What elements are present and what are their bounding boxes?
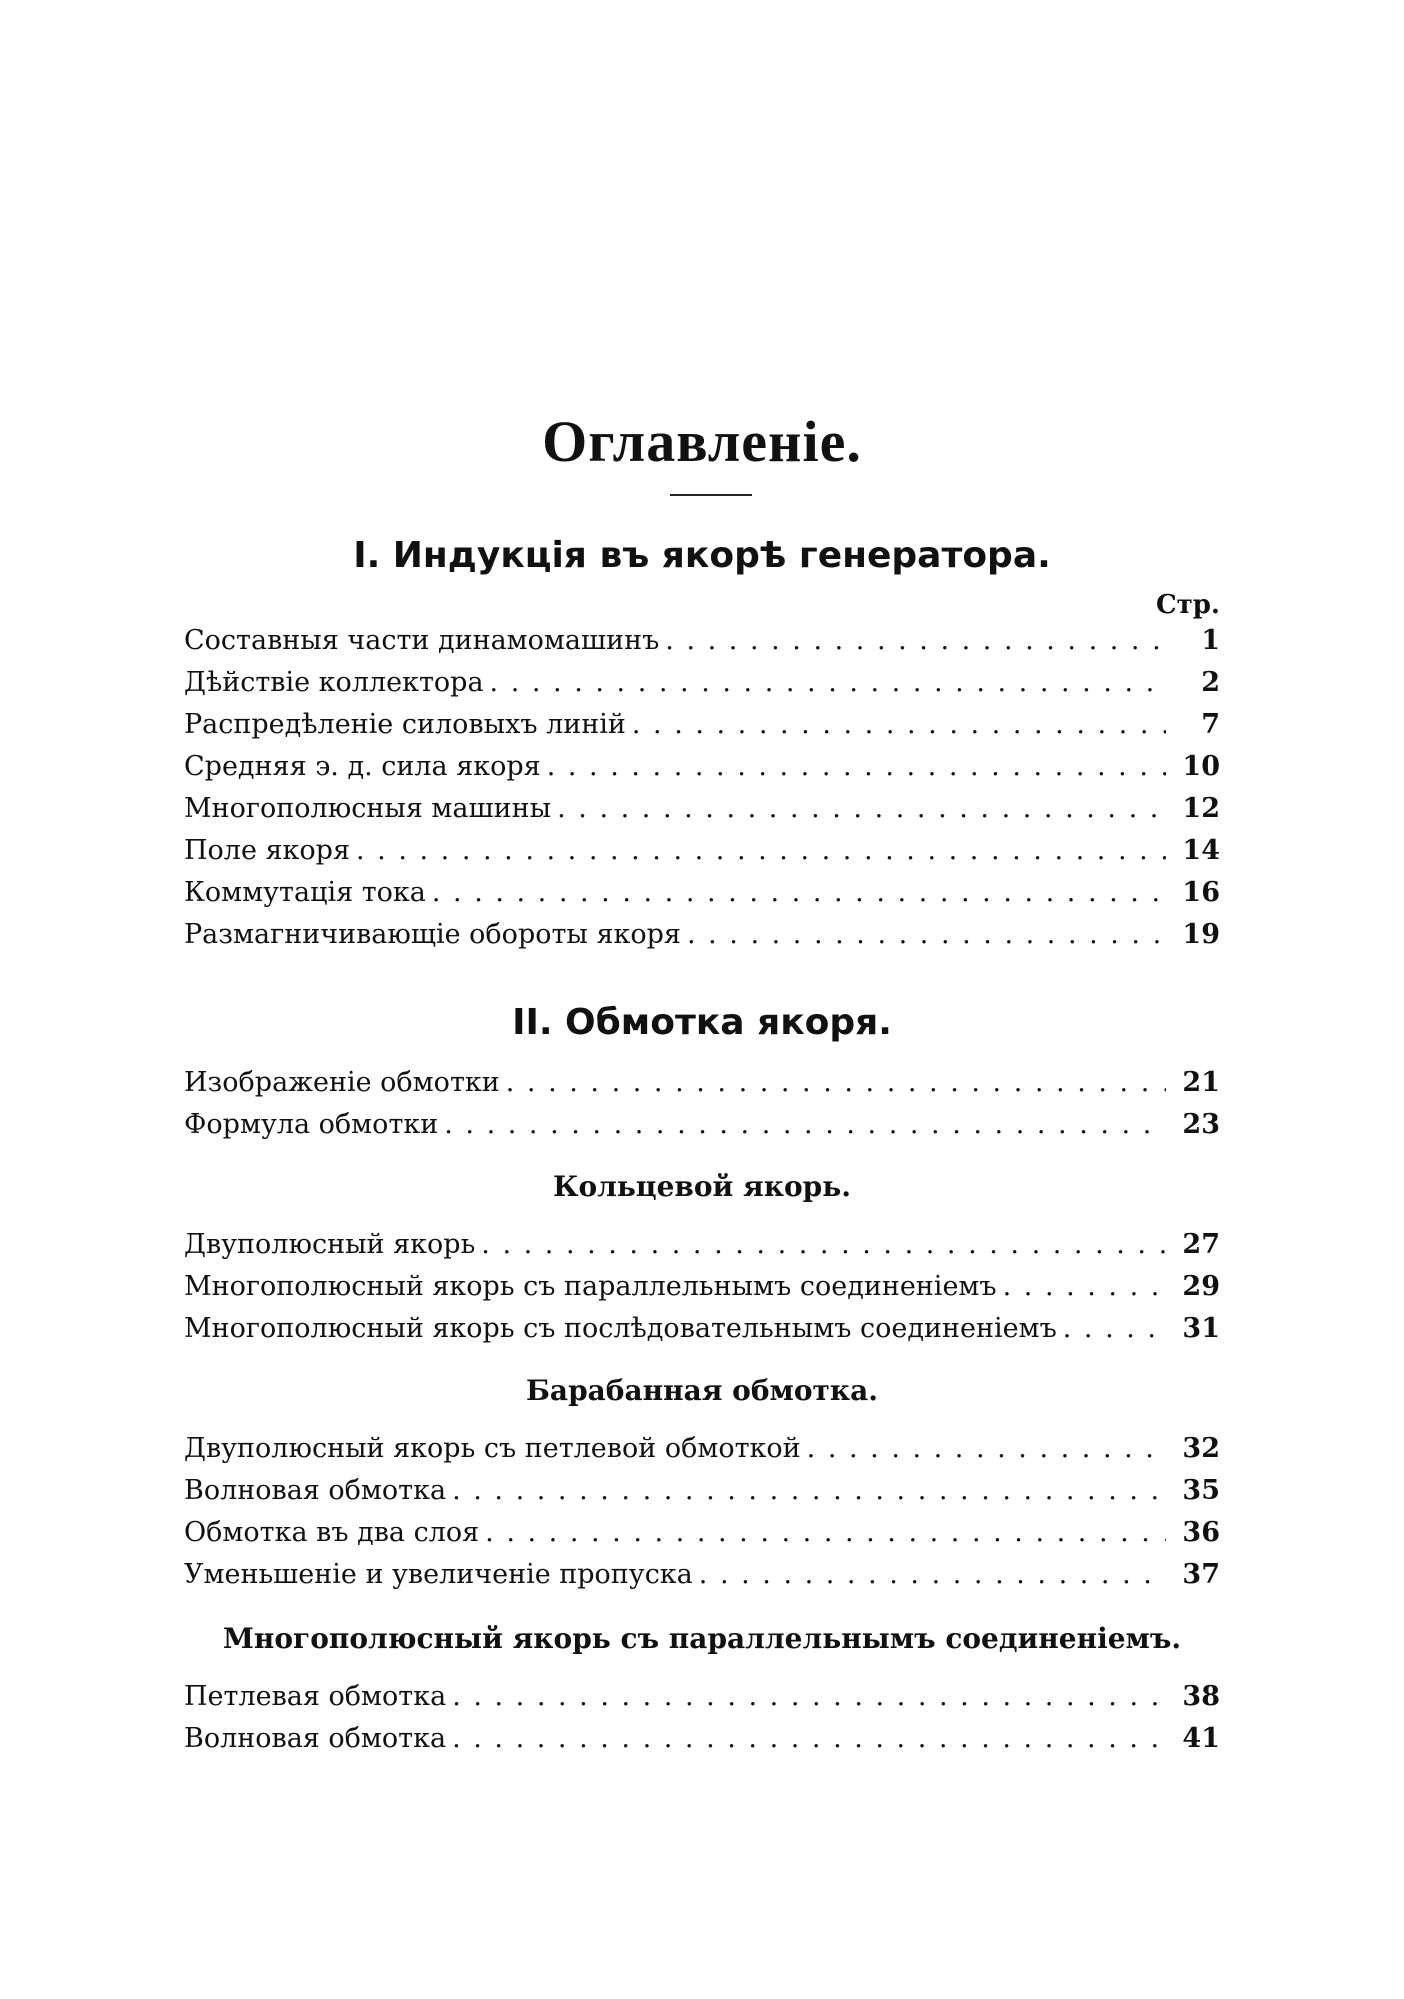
dot-leader: [452, 1680, 1166, 1714]
entry-title: Уменьшеніе и увеличеніе пропуска: [184, 1559, 693, 1590]
section-heading: Кольцевой якорь.: [553, 1170, 851, 1203]
entry-title: Размагничивающіе обороты якоря: [184, 919, 681, 950]
dot-leader: [452, 1722, 1166, 1756]
toc-entry[interactable]: [184, 708, 1220, 742]
page-number: 36: [1182, 1517, 1220, 1548]
page-number: 14: [1182, 835, 1220, 866]
entry-title: Распредѣленіе силовыхъ линій: [184, 709, 626, 740]
entry-title: Дѣйствіе коллектора: [184, 667, 484, 698]
page-number: 23: [1182, 1109, 1220, 1140]
page-number: 29: [1182, 1271, 1220, 1302]
page-number: 16: [1182, 877, 1220, 908]
dot-leader: [687, 918, 1166, 952]
page-number: 7: [1201, 709, 1220, 740]
toc-entry[interactable]: [184, 792, 1220, 826]
section-heading: Многополюсный якорь съ параллельнымъ соединеніемъ.: [222, 1622, 1182, 1655]
section-heading: Барабанная обмотка.: [526, 1374, 878, 1407]
page-number: 37: [1182, 1559, 1220, 1590]
page-number: 38: [1182, 1681, 1220, 1712]
toc-entry[interactable]: [184, 750, 1220, 784]
entry-title: Обмотка въ два слоя: [184, 1517, 480, 1548]
page-title: Оглавленіе.: [542, 409, 862, 474]
page-number: 2: [1201, 667, 1220, 698]
entry-title: Поле якоря: [184, 835, 350, 866]
toc-entry[interactable]: [184, 1228, 1220, 1262]
dot-leader: [1063, 1312, 1166, 1346]
entry-title: Многополюсныя машины: [184, 793, 552, 824]
page-number: 27: [1182, 1229, 1220, 1260]
entry-title: Изображеніе обмотки: [184, 1067, 500, 1098]
dot-leader: [452, 1474, 1166, 1508]
toc-entry[interactable]: [184, 918, 1220, 952]
entry-title: Коммутація тока: [184, 877, 426, 908]
page-number: 1: [1201, 625, 1220, 656]
section-heading: I. Индукція въ якорѣ генератора.: [353, 535, 1051, 576]
page-number: 10: [1182, 751, 1220, 782]
page-number: 31: [1182, 1313, 1220, 1344]
toc-entry[interactable]: [184, 1108, 1220, 1142]
toc-entry[interactable]: [184, 624, 1220, 658]
entry-title: Волновая обмотка: [184, 1475, 447, 1506]
page-number: 19: [1182, 919, 1220, 950]
entry-title: Двуполюсный якорь съ петлевой обмоткой: [184, 1433, 801, 1464]
entry-title: Средняя э. д. сила якоря: [184, 751, 541, 782]
toc-entry[interactable]: [184, 1722, 1220, 1756]
entry-title: Многополюсный якорь съ послѣдовательнымъ соединеніемъ: [184, 1313, 1057, 1344]
toc-entry[interactable]: [184, 1516, 1220, 1550]
page-column-label: Стр.: [1155, 590, 1220, 620]
toc-entry[interactable]: [184, 876, 1220, 910]
toc-entry[interactable]: [184, 1680, 1220, 1714]
dot-leader: [481, 1228, 1166, 1262]
dot-leader: [632, 708, 1166, 742]
dot-leader: [557, 792, 1166, 826]
entry-title: Двуполюсный якорь: [184, 1229, 476, 1260]
page-number: 12: [1182, 793, 1220, 824]
page-number: 32: [1182, 1433, 1220, 1464]
dot-leader: [665, 624, 1166, 658]
toc-entry[interactable]: [184, 1066, 1220, 1100]
section-heading: II. Обмотка якоря.: [512, 1002, 892, 1043]
entry-title: Многополюсный якорь съ параллельнымъ соединеніемъ: [184, 1271, 997, 1302]
toc-entry[interactable]: [184, 1474, 1220, 1508]
entry-title: Формула обмотки: [184, 1109, 439, 1140]
toc-entry[interactable]: [184, 1270, 1220, 1304]
toc-entry[interactable]: [184, 1432, 1220, 1466]
toc-entry[interactable]: [184, 666, 1220, 700]
page-number: 21: [1182, 1067, 1220, 1098]
dot-leader: [506, 1066, 1166, 1100]
title-rule: [670, 494, 752, 496]
page-number: 41: [1182, 1723, 1220, 1754]
entry-title: Составныя части динамомашинъ: [184, 625, 660, 656]
page-number: 35: [1182, 1475, 1220, 1506]
toc-entry[interactable]: [184, 1558, 1220, 1592]
entry-title: Петлевая обмотка: [184, 1681, 447, 1712]
dot-leader: [444, 1108, 1166, 1142]
dot-leader: [485, 1516, 1166, 1550]
dot-leader: [356, 834, 1166, 868]
dot-leader: [807, 1432, 1166, 1466]
dot-leader: [547, 750, 1166, 784]
toc-entry[interactable]: [184, 1312, 1220, 1346]
dot-leader: [432, 876, 1166, 910]
dot-leader: [1003, 1270, 1166, 1304]
toc-entry[interactable]: [184, 834, 1220, 868]
entry-title: Волновая обмотка: [184, 1723, 447, 1754]
dot-leader: [490, 666, 1166, 700]
dot-leader: [699, 1558, 1166, 1592]
